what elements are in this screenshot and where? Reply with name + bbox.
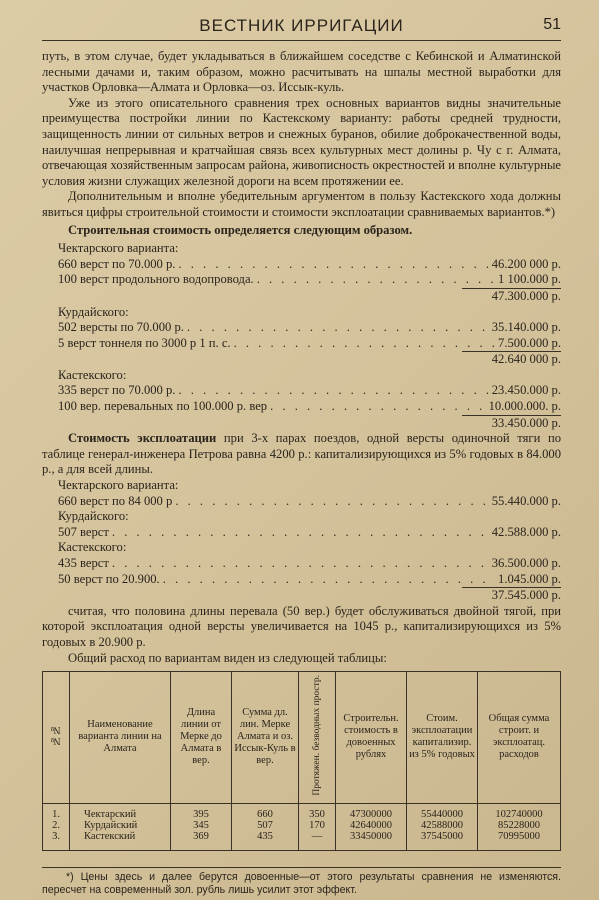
journal-title: ВЕСТНИК ИРРИГАЦИИ [199,16,404,35]
operation-kastek-label: Кастекского: [58,540,127,555]
paragraph-double-traction: считая, что половина длины перевала (50 вер.) будет обслуживаться двойной тягой, при которой эксплоатация одной версты увеличивается на 1045 р., капитализирующихся из 5% годовых в 20.900 р. [42,603,561,649]
paragraph-table-intro: Общий расход по вариантам виден из следующей таблицы: [68,650,387,665]
cost-line: 660 верст по 70.000 р. . . . 46.200 000 р. [42,257,561,273]
cost-line: 435 верст . . . 36.500.000 р. [42,556,561,572]
construction-heading: Строительная стоимость определяется следующим образом. [68,222,413,237]
col-length-header: Длина линии от Мерке до Алмата в вер. [171,672,232,804]
cost-line: 100 верст продольного водопровода. . . . 1 100.000 р. [42,272,561,288]
cost-line: 100 вер. перевальных по 100.000 р. вер . . . 10.000.000. р. [42,399,561,415]
table-row: 2. Курдайский 345 507 170 42640000 42588000 85228000 [43,820,561,831]
cost-line: 5 верст тоннеля по 3000 р 1 п. с. . . . 7.500.000 р. [42,336,561,352]
paragraph-advantages: Уже из этого описательного сравнения трех основных вариантов видны значительные преимущества постройки линии по Кастекскому варианту: работы средней трудности, защищенность линии от сильных ветров и снежных буранов, обилие доброкачественной воды, наилучшая непрерывная и кратчайшая связь всех культурных мест долины р. Чу с г. Алмата, отвечающая хозяйственным запросам района, живописность окрестностей и вполне культурные условия жизни служащих железной дороги на всем протяжении ее. [42,95,561,188]
col-total-header: Общая сумма строит. и эксплоатац. расходов [478,672,561,804]
table-header-row [43,672,561,804]
col-name-header: Наименование варианта линии на Алмата [70,672,171,804]
summary-table [42,671,561,851]
col-sum-length-header: Сумма дл. лин. Мерке Алмата и оз. Иссык-Куль в вер. [232,672,299,804]
col-num-header: №№ [43,672,70,804]
operation-chektar-label: Чектарского варианта: [58,478,179,493]
construction-chektar-label: Чектарского варианта: [58,241,179,256]
col-waterless-header: Протяжен. безводных простр. [299,672,336,804]
cost-line: 507 верст . . . 42.588.000 р. [42,525,561,541]
paragraph-operation: Стоимость эксплоатации при 3-х парах поездов, одной версты одиночной тяги по таблице генерал-инженера Петрова равна 4200 р.: капитализирующихся из 5% годовых в 84.000 р., а для всей длины. [42,431,561,477]
cost-line: 335 верст по 70.000 р. . . . 23.450.000 р. [42,383,561,399]
table-row: 1. Чектарский 395 660 350 47300000 55440000 102740000 [43,803,561,820]
page-number: 51 [543,16,561,33]
col-construction-header: Строительн. стоимость в довоенных рублях [336,672,407,804]
cost-total: 42.640 000 р. [42,351,561,368]
table-row: 3. Кастекский 369 435 — 33450000 37545000 70995000 [43,831,561,851]
cost-line: 660 верст по 84 000 р . . . 55.440.000 р. [42,494,561,510]
cost-total: 33.450.000 р. [42,415,561,432]
cost-line: 50 верст по 20.900. . . . 1.045.000 р. [42,572,561,588]
operation-kurday-label: Курдайского: [58,509,129,524]
cost-total: 47.300.000 р. [42,288,561,305]
construction-kurday-label: Курдайского: [58,304,129,319]
construction-kastek-label: Кастекского: [58,367,127,382]
col-operation-header: Стоим. эксплоатации капитализир. из 5% годовых [407,672,478,804]
paragraph-argument: Дополнительным и вполне убедительным аргументом в пользу Кастекского хода должны явиться цифры строительной стоимости и стоимости эксплоатации сравниваемых вариантов.*) [42,189,561,219]
paragraph-forest: путь, в этом случае, будет укладываться в ближайшем соседстве с Кебинской и Алматинской лесными дачами и, таким образом, можно расчитывать на шпалы местной выработки для участков Орловка—Алмата и Орловка—оз. Иссык-куль. [42,49,561,95]
page-header [42,14,561,41]
cost-line: 502 версты по 70.000 р. . . . 35.140.000 р. [42,320,561,336]
footnote: *) Цены здесь и далее берутся довоенные—от этого результаты сравнения не изменяются. пересчет на современный зол. рубль лишь усилит этот эффект. [42,867,561,897]
cost-total: 37.545.000 р. [42,587,561,604]
